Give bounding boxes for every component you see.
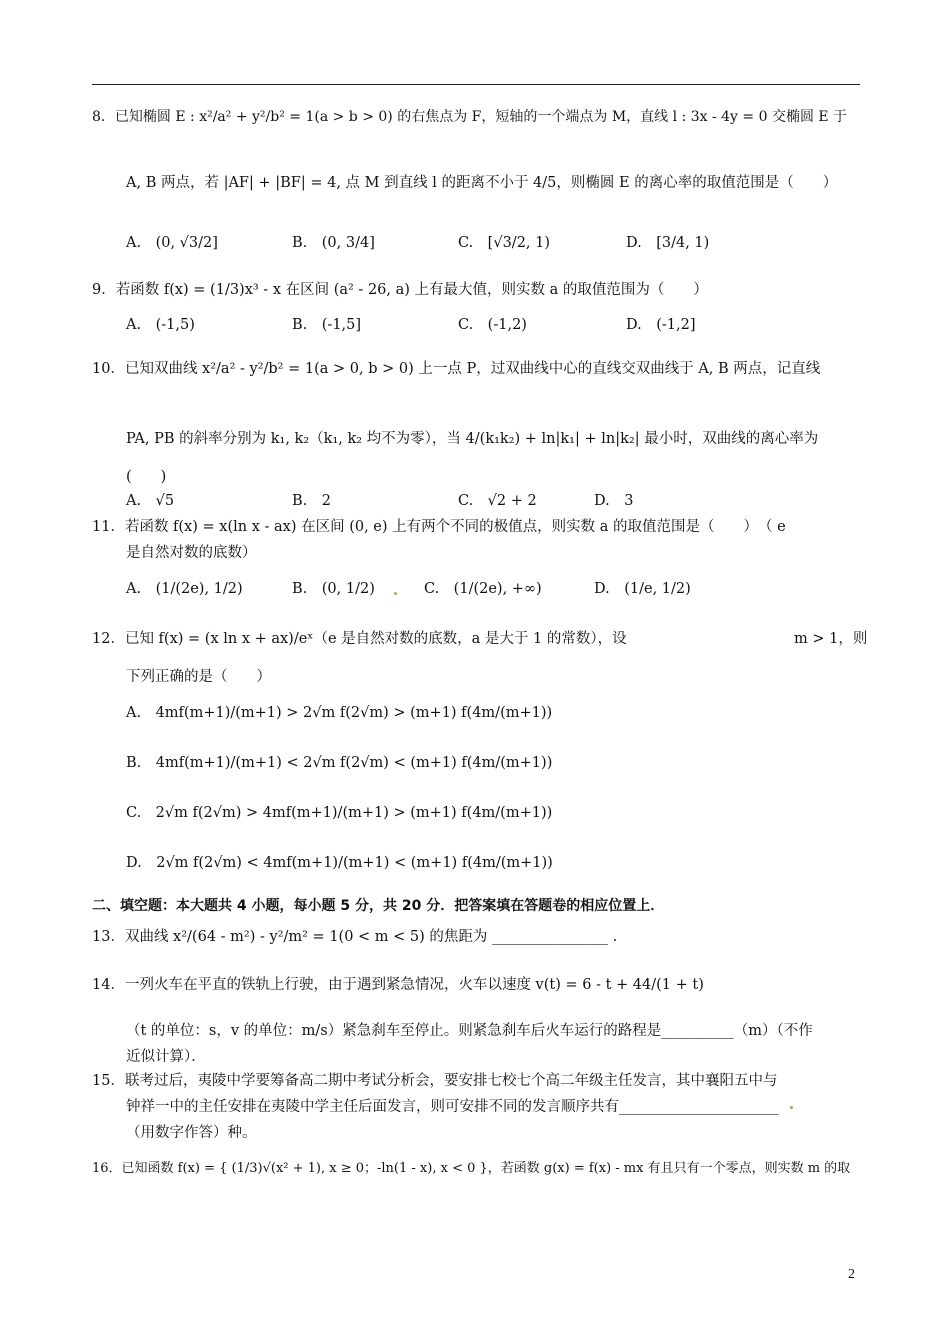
q10-line-3: ( ) (126, 469, 167, 485)
q12-option-d: D. 2√m f(2√m) < 4mf(m+1)/(m+1) < (m+1) f(4m/(m+1)) (126, 855, 553, 871)
q9-option-a: A. (-1,5) (126, 317, 195, 333)
q8-line-2: A, B 两点，若 |AF| + |BF| = 4, 点 M 到直线 l 的距离不小于 4/5，则椭圆 E 的离心率的取值范围是（ ） (126, 175, 838, 191)
q11-option-b: B. (0, 1/2) (292, 581, 375, 597)
q10-option-d: D. 3 (594, 493, 634, 509)
q9-option-d: D. (-1,2] (626, 317, 696, 333)
q9-line-1: 9．若函数 f(x) = (1/3)x³ - x 在区间 (a² - 26, a) 上有最大值，则实数 a 的取值范围为（ ） (92, 282, 708, 298)
q10-line-2: PA, PB 的斜率分别为 k₁, k₂（k₁, k₂ 均不为零），当 4/(k₁k₂) + ln|k₁| + ln|k₂| 最小时，双曲线的离心率为 (126, 431, 819, 447)
q15-line-3: （用数字作答）种。 (126, 1125, 257, 1141)
q15-line-2: 钟祥一中的主任安排在夷陵中学主任后面发言，则可安排不同的发言顺序共有______________________ (126, 1099, 779, 1115)
q10-option-a: A. √5 (126, 493, 175, 509)
stray-dot-1 (394, 592, 397, 595)
stray-dot-2 (790, 1106, 793, 1109)
q10-line-1: 10．已知双曲线 x²/a² - y²/b² = 1(a > 0, b > 0) 上一点 P，过双曲线中心的直线交双曲线于 A, B 两点，记直线 (92, 361, 821, 377)
q8-option-d: D. [3/4, 1) (626, 235, 710, 251)
q8-option-b: B. (0, 3/4] (292, 235, 375, 251)
q10-option-b: B. 2 (292, 493, 331, 509)
q11-line-2: 是自然对数的底数） (126, 545, 257, 561)
q12-line-2: 下列正确的是（ ） (126, 669, 271, 685)
q14-line-2: （t 的单位：s，v 的单位：m/s）紧急刹车至停止。则紧急刹车后火车运行的路程是__________（m）（不作 (126, 1023, 813, 1039)
q8-option-a: A. (0, √3/2] (126, 235, 218, 251)
q8-line-1: 8．已知椭圆 E : x²/a² + y²/b² = 1(a > b > 0) 的右焦点为 F，短轴的一个端点为 M，直线 l : 3x - 4y = 0 交椭圆 E 于 (92, 109, 848, 125)
q11-line-1: 11．若函数 f(x) = x(ln x - ax) 在区间 (0, e) 上有两个不同的极值点，则实数 a 的取值范围是（ ） （ e (92, 519, 786, 535)
q12-option-c: C. 2√m f(2√m) > 4mf(m+1)/(m+1) > (m+1) f(4m/(m+1)) (126, 805, 553, 821)
q12-line-1: 12．已知 f(x) = (x ln x + ax)/eˣ（e 是自然对数的底数，a 是大于 1 的常数），设 (92, 631, 627, 647)
header-rule (92, 84, 860, 85)
q10-option-c: C. √2 + 2 (458, 493, 537, 509)
q16-line-1: 16．已知函数 f(x) = { (1/3)√(x² + 1), x ≥ 0；-ln(1 - x), x < 0 }，若函数 g(x) = f(x) - mx 有且只有一个零点，则实数 m 的取 (92, 1161, 851, 1176)
q9-option-c: C. (-1,2) (458, 317, 527, 333)
q14-line-3: 近似计算）． (126, 1049, 206, 1065)
q12-line-1-tail: m > 1，则 (794, 631, 868, 647)
q8-option-c: C. [√3/2, 1) (458, 235, 551, 251)
q12-option-b: B. 4mf(m+1)/(m+1) < 2√m f(2√m) < (m+1) f(4m/(m+1)) (126, 755, 553, 771)
q12-option-a: A. 4mf(m+1)/(m+1) > 2√m f(2√m) > (m+1) f(4m/(m+1)) (126, 705, 553, 721)
q15-line-1: 15．联考过后，夷陵中学要筹备高二期中考试分析会，要安排七校七个高二年级主任发言，其中襄阳五中与 (92, 1073, 778, 1089)
q13-line-1: 13．双曲线 x²/(64 - m²) - y²/m² = 1(0 < m < 5) 的焦距为 ________________ . (92, 929, 618, 945)
section-2-heading: 二、填空题：本大题共 4 小题，每小题 5 分，共 20 分．把答案填在答题卷的相应位置上． (92, 898, 665, 914)
page-number: 2 (848, 1267, 855, 1282)
q11-option-a: A. (1/(2e), 1/2) (126, 581, 243, 597)
q11-option-d: D. (1/e, 1/2) (594, 581, 691, 597)
q9-option-b: B. (-1,5] (292, 317, 362, 333)
q14-line-1: 14．一列火车在平直的铁轨上行驶，由于遇到紧急情况，火车以速度 v(t) = 6 - t + 44/(1 + t) (92, 977, 704, 993)
q11-option-c: C. (1/(2e), +∞) (424, 581, 542, 597)
